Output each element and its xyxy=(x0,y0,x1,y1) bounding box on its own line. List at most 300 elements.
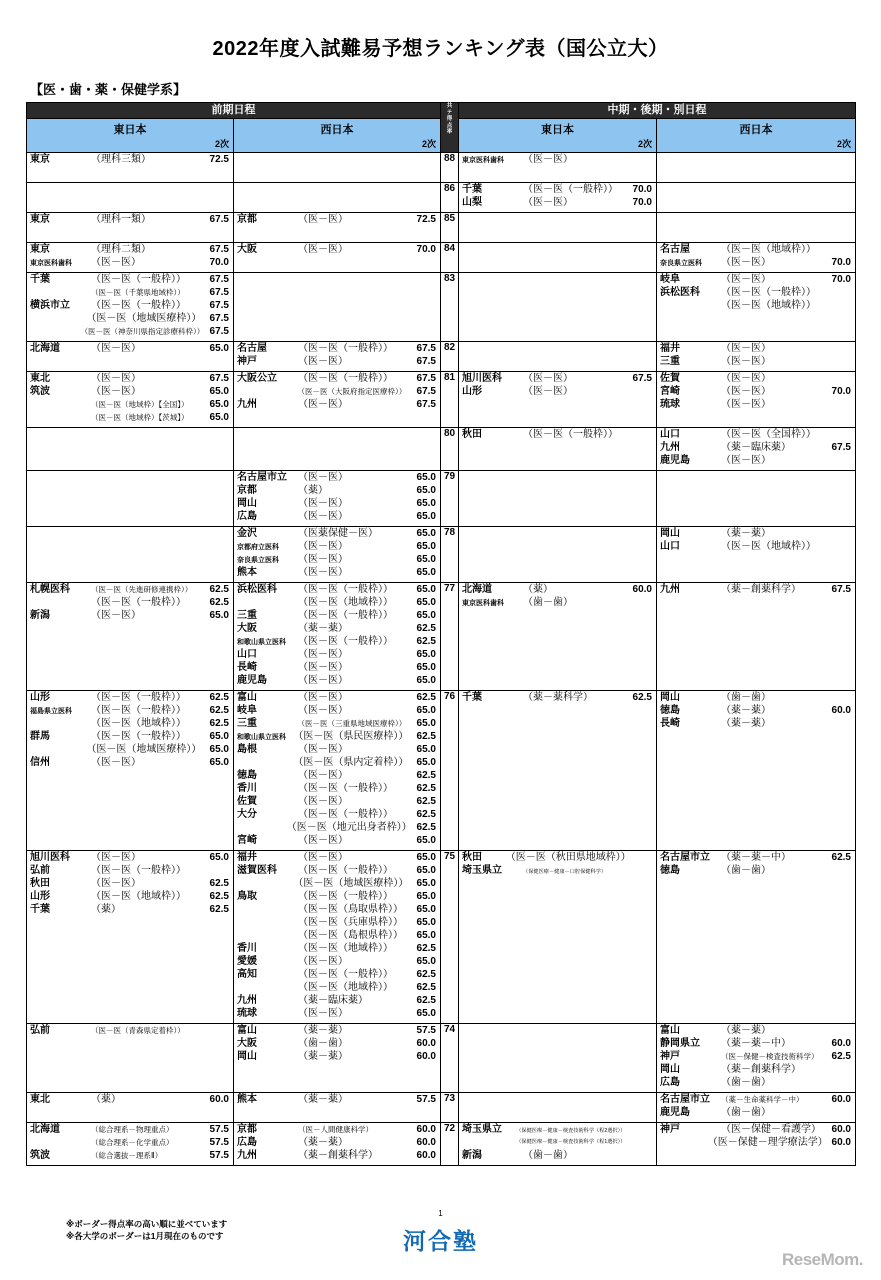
faculty-name: （医－医（地域枠）） xyxy=(721,300,816,311)
faculty-name: （医－保健－理学療法学） xyxy=(707,1137,828,1148)
entry-line xyxy=(27,864,233,877)
entry-line xyxy=(234,1024,440,1037)
university-name: 筑波 xyxy=(30,386,50,397)
entry-line xyxy=(657,299,855,312)
university-name: 滋賀医科 xyxy=(237,865,277,876)
table-row xyxy=(27,372,856,428)
entry-line xyxy=(27,342,233,355)
deviation-value: 62.5 xyxy=(416,943,436,954)
university-name: 神戸 xyxy=(660,1051,680,1062)
deviation-value: 62.5 xyxy=(416,995,436,1006)
entry-line xyxy=(27,385,233,398)
university-name: 香川 xyxy=(237,943,257,954)
faculty-name: （薬） xyxy=(523,584,553,595)
deviation-value: 62.5 xyxy=(416,692,436,703)
deviation-value: 67.5 xyxy=(209,300,229,311)
cell-zenki-west xyxy=(234,428,441,471)
deviation-value: 60.0 xyxy=(831,1094,851,1105)
faculty-name: （保健医療－健康－検査技術科学（程2選択）） xyxy=(516,1128,626,1134)
entry-line xyxy=(459,183,656,196)
faculty-name: （医－医） xyxy=(298,567,348,578)
table-row xyxy=(27,213,856,243)
cell-kouki-east xyxy=(459,273,657,342)
entry-line xyxy=(234,769,440,782)
cell-zenki-west xyxy=(234,372,441,428)
entry-line xyxy=(657,428,855,441)
entry-line xyxy=(234,648,440,661)
cell-zenki-west xyxy=(234,583,441,691)
cell-zenki-east xyxy=(27,1123,234,1166)
faculty-name: （医－医（一般枠）） xyxy=(523,184,618,195)
cell-zenki-west xyxy=(234,1024,441,1093)
cell-zenki-west xyxy=(234,273,441,342)
faculty-name: （医－医） xyxy=(91,878,141,889)
deviation-value: 62.5 xyxy=(209,904,229,915)
faculty-name: （歯－歯） xyxy=(721,692,771,703)
deviation-value: 70.0 xyxy=(831,386,851,397)
entry-line xyxy=(459,196,656,209)
university-name: 三重 xyxy=(237,718,257,729)
table-row xyxy=(27,1123,856,1166)
faculty-name: （医－医（地域医療枠）） xyxy=(293,878,409,889)
entry-line xyxy=(234,540,440,553)
table-row xyxy=(27,342,856,372)
university-name: 山梨 xyxy=(462,197,482,208)
entry-line xyxy=(657,1024,855,1037)
faculty-name: （医－医（一般枠）） xyxy=(91,300,186,311)
faculty-name: （医－医） xyxy=(298,244,348,255)
deviation-value: 65.0 xyxy=(416,649,436,660)
entry-line xyxy=(27,1149,233,1162)
faculty-name: （薬－臨床薬） xyxy=(721,442,791,453)
deviation-value: 60.0 xyxy=(831,705,851,716)
cell-kouki-west xyxy=(657,428,856,471)
deviation-value: 65.0 xyxy=(416,705,436,716)
university-name: 岡山 xyxy=(237,498,257,509)
deviation-value: 60.0 xyxy=(416,1038,436,1049)
cell-kouki-west xyxy=(657,1093,856,1123)
entry-line xyxy=(234,981,440,994)
entry-line xyxy=(27,877,233,890)
region-header-kouki-east xyxy=(459,119,657,153)
deviation-value: 62.5 xyxy=(209,878,229,889)
university-name: 岐阜 xyxy=(237,705,257,716)
university-name: 浜松医科 xyxy=(237,584,277,595)
deviation-value: 72.5 xyxy=(209,154,229,165)
deviation-value: 67.5 xyxy=(209,373,229,384)
cell-kouki-west xyxy=(657,1024,856,1093)
university-name: 福井 xyxy=(660,343,680,354)
entry-line xyxy=(234,471,440,484)
entry-line xyxy=(234,756,440,769)
entry-line xyxy=(234,743,440,756)
cell-zenki-east xyxy=(27,583,234,691)
second-stage-label: 2次 xyxy=(836,139,851,149)
entry-line xyxy=(234,929,440,942)
university-name: 東京医科歯科 xyxy=(462,157,504,164)
faculty-name: （医－医） xyxy=(523,197,573,208)
group-header-kouki: 中期・後期・別日程 xyxy=(459,103,856,119)
entry-line xyxy=(459,153,656,166)
university-name: 長崎 xyxy=(237,662,257,673)
entry-line xyxy=(657,1106,855,1119)
faculty-name: （医－医（地域枠）） xyxy=(298,982,393,993)
university-name: 大阪公立 xyxy=(237,373,277,384)
entry-line xyxy=(234,994,440,1007)
faculty-name: （保健医療－健康－口腔保健科学） xyxy=(523,869,607,875)
deviation-value: 72.5 xyxy=(416,214,436,225)
score-rate: 81 xyxy=(441,372,459,428)
faculty-name: （医－医） xyxy=(721,386,771,397)
score-rate: 80 xyxy=(441,428,459,471)
university-name: 名古屋市立 xyxy=(237,472,287,483)
university-name: 広島 xyxy=(660,1077,680,1088)
deviation-value: 65.0 xyxy=(416,757,436,768)
page-title: 2022年度入試難易予想ランキング表（国公立大） xyxy=(212,38,669,60)
deviation-value: 67.5 xyxy=(209,214,229,225)
faculty-name: （医－医） xyxy=(298,356,348,367)
kawaijuku-logo: 河合塾 xyxy=(403,1228,478,1254)
university-name: 千葉 xyxy=(462,692,482,703)
entry-line xyxy=(27,1136,233,1149)
entry-line xyxy=(234,484,440,497)
entry-line xyxy=(27,312,233,325)
faculty-name: （医－医） xyxy=(523,386,573,397)
university-name: 三重 xyxy=(660,356,680,367)
entry-line xyxy=(657,1037,855,1050)
region-label: 西日本 xyxy=(739,124,773,136)
cell-kouki-east xyxy=(459,583,657,691)
entry-line xyxy=(459,583,656,596)
region-label: 西日本 xyxy=(320,124,354,136)
entry-line xyxy=(234,808,440,821)
entry-line xyxy=(234,566,440,579)
deviation-value: 60.0 xyxy=(831,1124,851,1135)
cell-zenki-east xyxy=(27,372,234,428)
entry-line xyxy=(234,834,440,847)
faculty-name: （薬－創薬科学） xyxy=(721,584,801,595)
deviation-value: 62.5 xyxy=(416,809,436,820)
university-name: 和歌山県立医科 xyxy=(237,734,286,741)
faculty-name: （医－医（地域枠）） xyxy=(91,891,186,902)
faculty-name: （医－医（地域枠）【全国】） xyxy=(91,400,189,409)
deviation-value: 65.0 xyxy=(209,757,229,768)
university-name: 愛媛 xyxy=(237,956,257,967)
faculty-name: （医－医（鳥取県枠）） xyxy=(298,904,403,915)
university-name: 秋田 xyxy=(30,878,50,889)
university-name: 旭川医科 xyxy=(30,852,70,863)
university-name: 三重 xyxy=(237,610,257,621)
faculty-name: （医－医） xyxy=(91,373,141,384)
university-name: 北海道 xyxy=(30,343,60,354)
table-row xyxy=(27,1093,856,1123)
entry-line xyxy=(234,243,440,256)
cell-kouki-east xyxy=(459,527,657,583)
cell-zenki-east xyxy=(27,183,234,213)
entry-line xyxy=(459,385,656,398)
university-name: 徳島 xyxy=(237,770,257,781)
university-name: 富山 xyxy=(660,1025,680,1036)
faculty-name: （医－医（県内定着枠）） xyxy=(293,757,409,768)
cell-zenki-east xyxy=(27,213,234,243)
university-name: 鹿児島 xyxy=(237,675,267,686)
score-column-label-3: 得 xyxy=(446,116,453,122)
second-stage-label: 2次 xyxy=(214,139,229,149)
cell-zenki-west xyxy=(234,1093,441,1123)
faculty-name: （総合理系－化学重点） xyxy=(91,1138,174,1147)
faculty-name: （歯－歯） xyxy=(523,597,573,608)
university-name: 佐賀 xyxy=(660,373,680,384)
deviation-value: 70.0 xyxy=(831,257,851,268)
faculty-name: （医－医（地元出身者枠）） xyxy=(286,822,412,833)
university-name: 山形 xyxy=(462,386,482,397)
deviation-value: 62.5 xyxy=(416,982,436,993)
cell-zenki-east xyxy=(27,471,234,527)
entry-line xyxy=(459,864,656,877)
deviation-value: 62.5 xyxy=(416,770,436,781)
university-name: 東北 xyxy=(30,1094,50,1105)
university-name: 奈良県立医科 xyxy=(660,260,702,267)
table-row xyxy=(27,243,856,273)
university-name: 静岡県立 xyxy=(660,1038,700,1049)
deviation-value: 67.5 xyxy=(416,343,436,354)
university-name: 九州 xyxy=(237,1150,257,1161)
faculty-name: （薬－薬） xyxy=(298,1051,348,1062)
cell-zenki-east xyxy=(27,527,234,583)
entry-line xyxy=(27,398,233,411)
deviation-value: 62.5 xyxy=(416,783,436,794)
cell-zenki-east xyxy=(27,243,234,273)
faculty-name: （医－医） xyxy=(91,757,141,768)
university-name: 広島 xyxy=(237,1137,257,1148)
faculty-name: （医－医） xyxy=(298,1008,348,1019)
deviation-value: 70.0 xyxy=(632,184,652,195)
faculty-name: （薬－薬） xyxy=(298,623,348,634)
university-name: 金沢 xyxy=(237,528,257,539)
entry-line xyxy=(657,1050,855,1063)
cell-zenki-east xyxy=(27,428,234,471)
entry-line xyxy=(234,553,440,566)
table-row xyxy=(27,183,856,213)
university-name: 福島県立医科 xyxy=(30,708,72,715)
university-name: 福井 xyxy=(237,852,257,863)
faculty-name: （医－医） xyxy=(298,472,348,483)
faculty-name: （理科三類） xyxy=(91,154,151,165)
deviation-value: 62.5 xyxy=(416,969,436,980)
faculty-name: （医－医） xyxy=(523,154,573,165)
table-row xyxy=(27,527,856,583)
deviation-value: 65.0 xyxy=(416,610,436,621)
university-name: 名古屋 xyxy=(660,244,690,255)
score-column-label-4: 点 xyxy=(446,122,453,129)
resemom-watermark: ReseMom. xyxy=(781,1250,863,1269)
deviation-value: 67.5 xyxy=(416,373,436,384)
score-rate: 84 xyxy=(441,243,459,273)
faculty-name: （医－医） xyxy=(298,852,348,863)
faculty-name: （薬－生命薬科学－中） xyxy=(721,1095,804,1104)
entry-line xyxy=(27,153,233,166)
faculty-name: （医－医） xyxy=(721,356,771,367)
faculty-name: （薬－薬） xyxy=(298,1025,348,1036)
entry-line xyxy=(459,372,656,385)
faculty-name: （医－医（一般枠）） xyxy=(91,731,186,742)
university-name: 浜松医科 xyxy=(660,287,700,298)
deviation-value: 65.0 xyxy=(416,511,436,522)
score-column-label-1: 共 xyxy=(446,103,453,109)
deviation-value: 70.0 xyxy=(416,244,436,255)
faculty-name: （医－医） xyxy=(298,744,348,755)
university-name: 東京 xyxy=(30,244,50,255)
faculty-name: （薬－薬－中） xyxy=(721,852,791,863)
faculty-name: （医－医） xyxy=(91,343,141,354)
university-name: 京都府立医科 xyxy=(237,544,279,551)
entry-line xyxy=(27,743,233,756)
entry-line xyxy=(459,1149,656,1162)
university-name: 秋田 xyxy=(462,852,482,863)
entry-line xyxy=(234,527,440,540)
faculty-name: （医－医） xyxy=(721,373,771,384)
faculty-name: （医－医） xyxy=(298,214,348,225)
faculty-name: （医－医（県民医療枠）） xyxy=(293,731,409,742)
entry-line xyxy=(234,635,440,648)
deviation-value: 65.0 xyxy=(416,718,436,729)
deviation-value: 67.5 xyxy=(209,326,229,337)
faculty-name: （歯－歯） xyxy=(298,1038,348,1049)
faculty-name: （医－医（島根県枠）） xyxy=(298,930,403,941)
university-name: 東京 xyxy=(30,214,50,225)
entry-line xyxy=(657,704,855,717)
deviation-value: 62.5 xyxy=(209,718,229,729)
faculty-name: （医－保健－看護学） xyxy=(721,1124,821,1135)
region-header-kouki-west xyxy=(657,119,856,153)
section-subtitle: 【医・歯・薬・保健学系】 xyxy=(30,82,187,97)
university-name: 岡山 xyxy=(660,692,680,703)
score-rate: 75 xyxy=(441,851,459,1024)
table-row xyxy=(27,471,856,527)
second-stage-label: 2次 xyxy=(637,139,652,149)
university-name: 山形 xyxy=(30,692,50,703)
entry-line xyxy=(234,596,440,609)
faculty-name: （医－医（兵庫県枠）） xyxy=(298,917,403,928)
entry-line xyxy=(234,691,440,704)
university-name: 香川 xyxy=(237,783,257,794)
faculty-name: （医－医） xyxy=(298,662,348,673)
university-name: 九州 xyxy=(237,995,257,1006)
entry-line xyxy=(234,717,440,730)
deviation-value: 60.0 xyxy=(416,1150,436,1161)
university-name: 東北 xyxy=(30,373,50,384)
deviation-value: 60.0 xyxy=(831,1137,851,1148)
deviation-value: 62.5 xyxy=(209,597,229,608)
entry-line xyxy=(657,454,855,467)
deviation-value: 67.5 xyxy=(209,274,229,285)
deviation-value: 65.0 xyxy=(416,852,436,863)
deviation-value: 60.0 xyxy=(416,1124,436,1135)
cell-zenki-east xyxy=(27,342,234,372)
cell-kouki-west xyxy=(657,243,856,273)
entry-line xyxy=(234,903,440,916)
deviation-value: 60.0 xyxy=(209,1094,229,1105)
university-name: 琉球 xyxy=(660,399,680,410)
faculty-name: （医－医） xyxy=(721,257,771,268)
university-name: 岡山 xyxy=(660,528,680,539)
entry-line xyxy=(27,372,233,385)
entry-line xyxy=(234,1093,440,1106)
deviation-value: 65.0 xyxy=(416,956,436,967)
entry-line xyxy=(27,411,233,424)
faculty-name: （医－医（一般枠）） xyxy=(298,865,393,876)
entry-line xyxy=(234,1136,440,1149)
deviation-value: 65.0 xyxy=(416,567,436,578)
university-name: 熊本 xyxy=(237,567,257,578)
entry-line xyxy=(27,299,233,312)
footnote-2: ※各大学のボーダーは1月現在のものです xyxy=(66,1231,224,1241)
cell-kouki-west xyxy=(657,153,856,183)
entry-line xyxy=(459,1123,656,1136)
cell-kouki-east xyxy=(459,428,657,471)
university-name: 熊本 xyxy=(237,1094,257,1105)
faculty-name: （医－医） xyxy=(91,852,141,863)
faculty-name: （医－医（全国枠）） xyxy=(721,429,816,440)
deviation-value: 60.0 xyxy=(416,1051,436,1062)
faculty-name: （医－医（先進研修連携枠）） xyxy=(91,585,193,594)
faculty-name: （医－医） xyxy=(298,649,348,660)
faculty-name: （医－医（一般枠）） xyxy=(298,343,393,354)
entry-line xyxy=(459,691,656,704)
university-name: 長崎 xyxy=(660,718,680,729)
faculty-name: （医－医） xyxy=(721,399,771,410)
university-name: 大分 xyxy=(237,809,257,820)
deviation-value: 62.5 xyxy=(831,1051,851,1062)
deviation-value: 67.5 xyxy=(209,287,229,298)
faculty-name: （医－医） xyxy=(298,675,348,686)
score-rate: 79 xyxy=(441,471,459,527)
entry-line xyxy=(234,916,440,929)
deviation-value: 62.5 xyxy=(632,692,652,703)
deviation-value: 65.0 xyxy=(209,386,229,397)
entry-line xyxy=(657,1063,855,1076)
university-name: 埼玉県立 xyxy=(462,865,502,876)
deviation-value: 65.0 xyxy=(209,412,229,423)
university-name: 岡山 xyxy=(660,1064,680,1075)
cell-kouki-east xyxy=(459,342,657,372)
university-name: 大阪 xyxy=(237,1038,257,1049)
entry-line xyxy=(27,609,233,622)
faculty-name: （医－医） xyxy=(91,386,141,397)
entry-line xyxy=(234,821,440,834)
university-name: 北海道 xyxy=(30,1124,60,1135)
faculty-name: （医－人間健康科学） xyxy=(298,1125,373,1134)
deviation-value: 67.5 xyxy=(209,313,229,324)
university-name: 鹿児島 xyxy=(660,455,690,466)
faculty-name: （医薬保健－医） xyxy=(298,528,378,539)
entry-line xyxy=(27,325,233,338)
cell-zenki-east xyxy=(27,1093,234,1123)
faculty-name: （医－医） xyxy=(523,373,573,384)
faculty-name: （医－医） xyxy=(298,796,348,807)
entry-line xyxy=(27,730,233,743)
university-name: 埼玉県立 xyxy=(462,1124,502,1135)
university-name: 岐阜 xyxy=(660,274,680,285)
entry-line xyxy=(234,968,440,981)
faculty-name: （医－医（青森県定着枠）） xyxy=(91,1026,185,1035)
entry-line xyxy=(27,851,233,864)
cell-kouki-west xyxy=(657,213,856,243)
entry-line xyxy=(657,717,855,730)
entry-line xyxy=(234,661,440,674)
table-row xyxy=(27,691,856,851)
entry-line xyxy=(234,1123,440,1136)
